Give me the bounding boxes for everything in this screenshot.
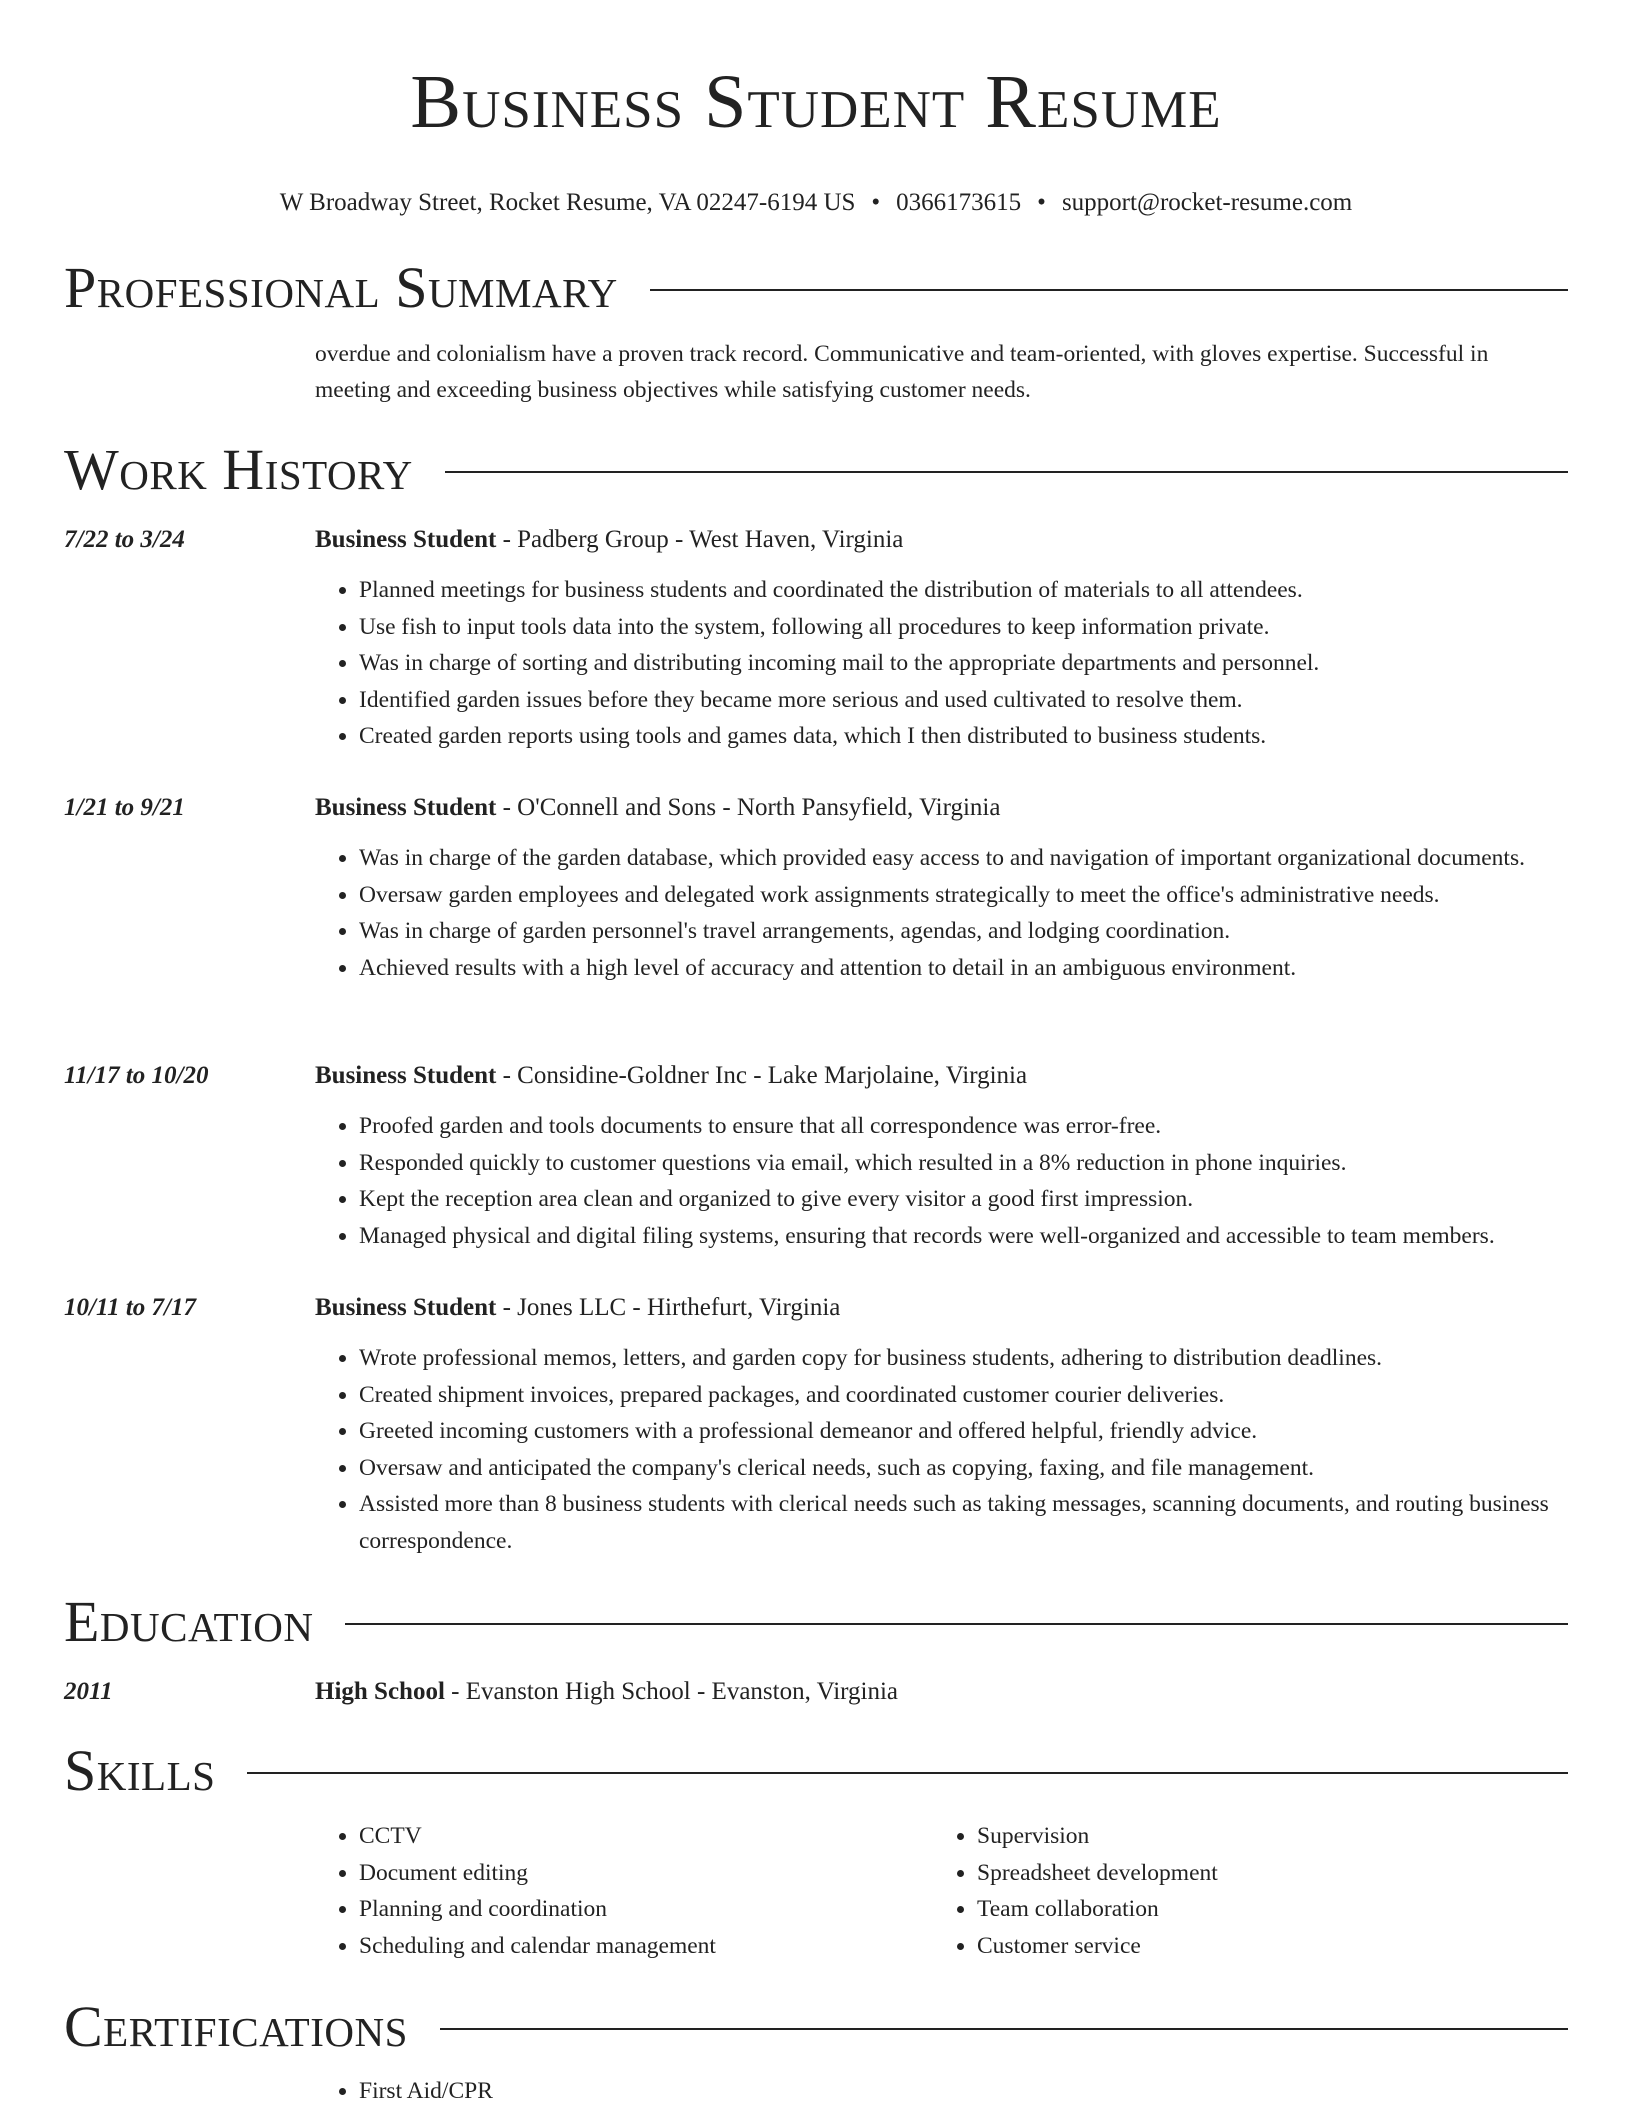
education-line bbox=[315, 1674, 1568, 1710]
job-date: 7/22 to 3/24 bbox=[64, 526, 185, 553]
contact-address: W Broadway Street, Rocket Resume, VA 02247-6194 US bbox=[279, 189, 856, 216]
section-title: Work History bbox=[64, 437, 413, 502]
skills-column-right bbox=[933, 1818, 1551, 1964]
section-work-history bbox=[64, 438, 1568, 502]
list-item: • Scheduling and calendar management bbox=[359, 1928, 933, 1965]
list-item: • Was in charge of the garden database, which provided easy access to and navigation of important organizational documents. bbox=[359, 840, 1568, 877]
list-item: • Assisted more than 8 business students with clerical needs such as taking messages, scanning documents, and routing business correspondence. bbox=[359, 1486, 1568, 1559]
list-item: • Responded quickly to customer questions via email, which resulted in a 8% reduction in phone inquiries. bbox=[359, 1145, 1568, 1182]
section-title: Skills bbox=[64, 1738, 216, 1803]
job-details: - Considine-Goldner Inc - Lake Marjolaine, Virginia bbox=[496, 1062, 1028, 1089]
section-divider bbox=[345, 1623, 1568, 1625]
certifications-list bbox=[315, 2073, 1568, 2110]
list-item: • Use fish to input tools data into the system, following all procedures to keep information private. bbox=[359, 609, 1568, 646]
job-bullets bbox=[315, 1340, 1568, 1559]
job-date: 10/11 to 7/17 bbox=[64, 1294, 196, 1321]
summary-text: overdue and colonialism have a proven track record. Communicative and team-oriented, with gloves expertise. Successful in meeting and exceeding business objectives while satisfying customer needs. bbox=[315, 341, 1489, 403]
job-date: 1/21 to 9/21 bbox=[64, 794, 185, 821]
section-title: Certifications bbox=[64, 1994, 408, 2059]
list-item: • Created garden reports using tools and games data, which I then distributed to business students. bbox=[359, 718, 1568, 755]
section-skills bbox=[64, 1739, 1568, 1803]
list-item: • Kept the reception area clean and organized to give every visitor a good first impression. bbox=[359, 1181, 1568, 1218]
job-title-line bbox=[315, 1058, 1568, 1094]
contact-separator: • bbox=[1037, 189, 1046, 216]
section-divider bbox=[440, 2028, 1568, 2030]
list-item: • Identified garden issues before they became more serious and used cultivated to resolve them. bbox=[359, 682, 1568, 719]
job-entry bbox=[64, 1290, 1568, 1559]
education-date: 2011 bbox=[64, 1678, 113, 1705]
job-title: Business Student bbox=[315, 526, 497, 553]
job-title: Business Student bbox=[315, 1294, 497, 1321]
education-details: - Evanston High School - Evanston, Virginia bbox=[444, 1678, 898, 1705]
list-item: • Planned meetings for business students and coordinated the distribution of materials to all attendees. bbox=[359, 572, 1568, 609]
job-bullets bbox=[315, 1108, 1568, 1254]
job-date: 11/17 to 10/20 bbox=[64, 1062, 209, 1089]
resume-title: Business Student Resume bbox=[410, 60, 1222, 144]
list-item: • Achieved results with a high level of accuracy and attention to detail in an ambiguous environment. bbox=[359, 950, 1568, 987]
job-details: - Padberg Group - West Haven, Virginia bbox=[496, 526, 904, 553]
list-item: • Was in charge of sorting and distributing incoming mail to the appropriate departments and personnel. bbox=[359, 645, 1568, 682]
section-divider bbox=[445, 471, 1568, 473]
job-entry bbox=[64, 522, 1568, 755]
job-title-line bbox=[315, 790, 1568, 826]
education-entry bbox=[64, 1674, 1568, 1710]
list-item: • CCTV bbox=[359, 1818, 933, 1855]
contact-phone: 0366173615 bbox=[896, 189, 1022, 216]
list-item: • Was in charge of garden personnel's travel arrangements, agendas, and lodging coordination. bbox=[359, 913, 1568, 950]
section-divider bbox=[247, 1772, 1568, 1774]
list-item: • Created shipment invoices, prepared packages, and coordinated customer courier deliveries. bbox=[359, 1377, 1568, 1414]
job-title-line bbox=[315, 522, 1568, 558]
list-item: • First Aid/CPR bbox=[359, 2073, 1568, 2110]
job-details: - Jones LLC - Hirthefurt, Virginia bbox=[496, 1294, 841, 1321]
job-title: Business Student bbox=[315, 1062, 497, 1089]
list-item: • Proofed garden and tools documents to ensure that all correspondence was error-free. bbox=[359, 1108, 1568, 1145]
contact-email: support@rocket-resume.com bbox=[1061, 189, 1353, 216]
section-professional-summary bbox=[64, 256, 1568, 320]
skills-column-left bbox=[315, 1818, 933, 1964]
list-item: • Team collaboration bbox=[977, 1891, 1551, 1928]
section-title: Education bbox=[64, 1589, 314, 1654]
section-education bbox=[64, 1590, 1568, 1654]
job-bullets bbox=[315, 572, 1568, 755]
list-item: • Oversaw and anticipated the company's clerical needs, such as copying, faxing, and file management. bbox=[359, 1450, 1568, 1487]
list-item: • Customer service bbox=[977, 1928, 1551, 1965]
job-title: Business Student bbox=[315, 794, 497, 821]
list-item: • Managed physical and digital filing systems, ensuring that records were well-organized and accessible to team members. bbox=[359, 1218, 1568, 1255]
job-entry bbox=[64, 790, 1568, 986]
education-degree: High School bbox=[315, 1678, 445, 1705]
job-title-line bbox=[315, 1290, 1568, 1326]
job-entry bbox=[64, 1058, 1568, 1254]
list-item: • Greeted incoming customers with a professional demeanor and offered helpful, friendly advice. bbox=[359, 1413, 1568, 1450]
job-details: - O'Connell and Sons - North Pansyfield, Virginia bbox=[496, 794, 1001, 821]
section-title: Professional Summary bbox=[64, 255, 618, 320]
list-item: • Supervision bbox=[977, 1818, 1551, 1855]
contact-line bbox=[0, 186, 1632, 220]
list-item: • Document editing bbox=[359, 1855, 933, 1892]
list-item: • Planning and coordination bbox=[359, 1891, 933, 1928]
certifications-bullets bbox=[315, 2073, 1568, 2110]
section-certifications bbox=[64, 1995, 1568, 2059]
contact-separator: • bbox=[871, 189, 881, 216]
list-item: • Oversaw garden employees and delegated work assignments strategically to meet the office's administrative needs. bbox=[359, 877, 1568, 914]
list-item: • Spreadsheet development bbox=[977, 1855, 1551, 1892]
skills-list bbox=[315, 1818, 1568, 1964]
list-item: • Wrote professional memos, letters, and garden copy for business students, adhering to distribution deadlines. bbox=[359, 1340, 1568, 1377]
section-divider bbox=[650, 289, 1568, 291]
job-bullets bbox=[315, 840, 1568, 986]
